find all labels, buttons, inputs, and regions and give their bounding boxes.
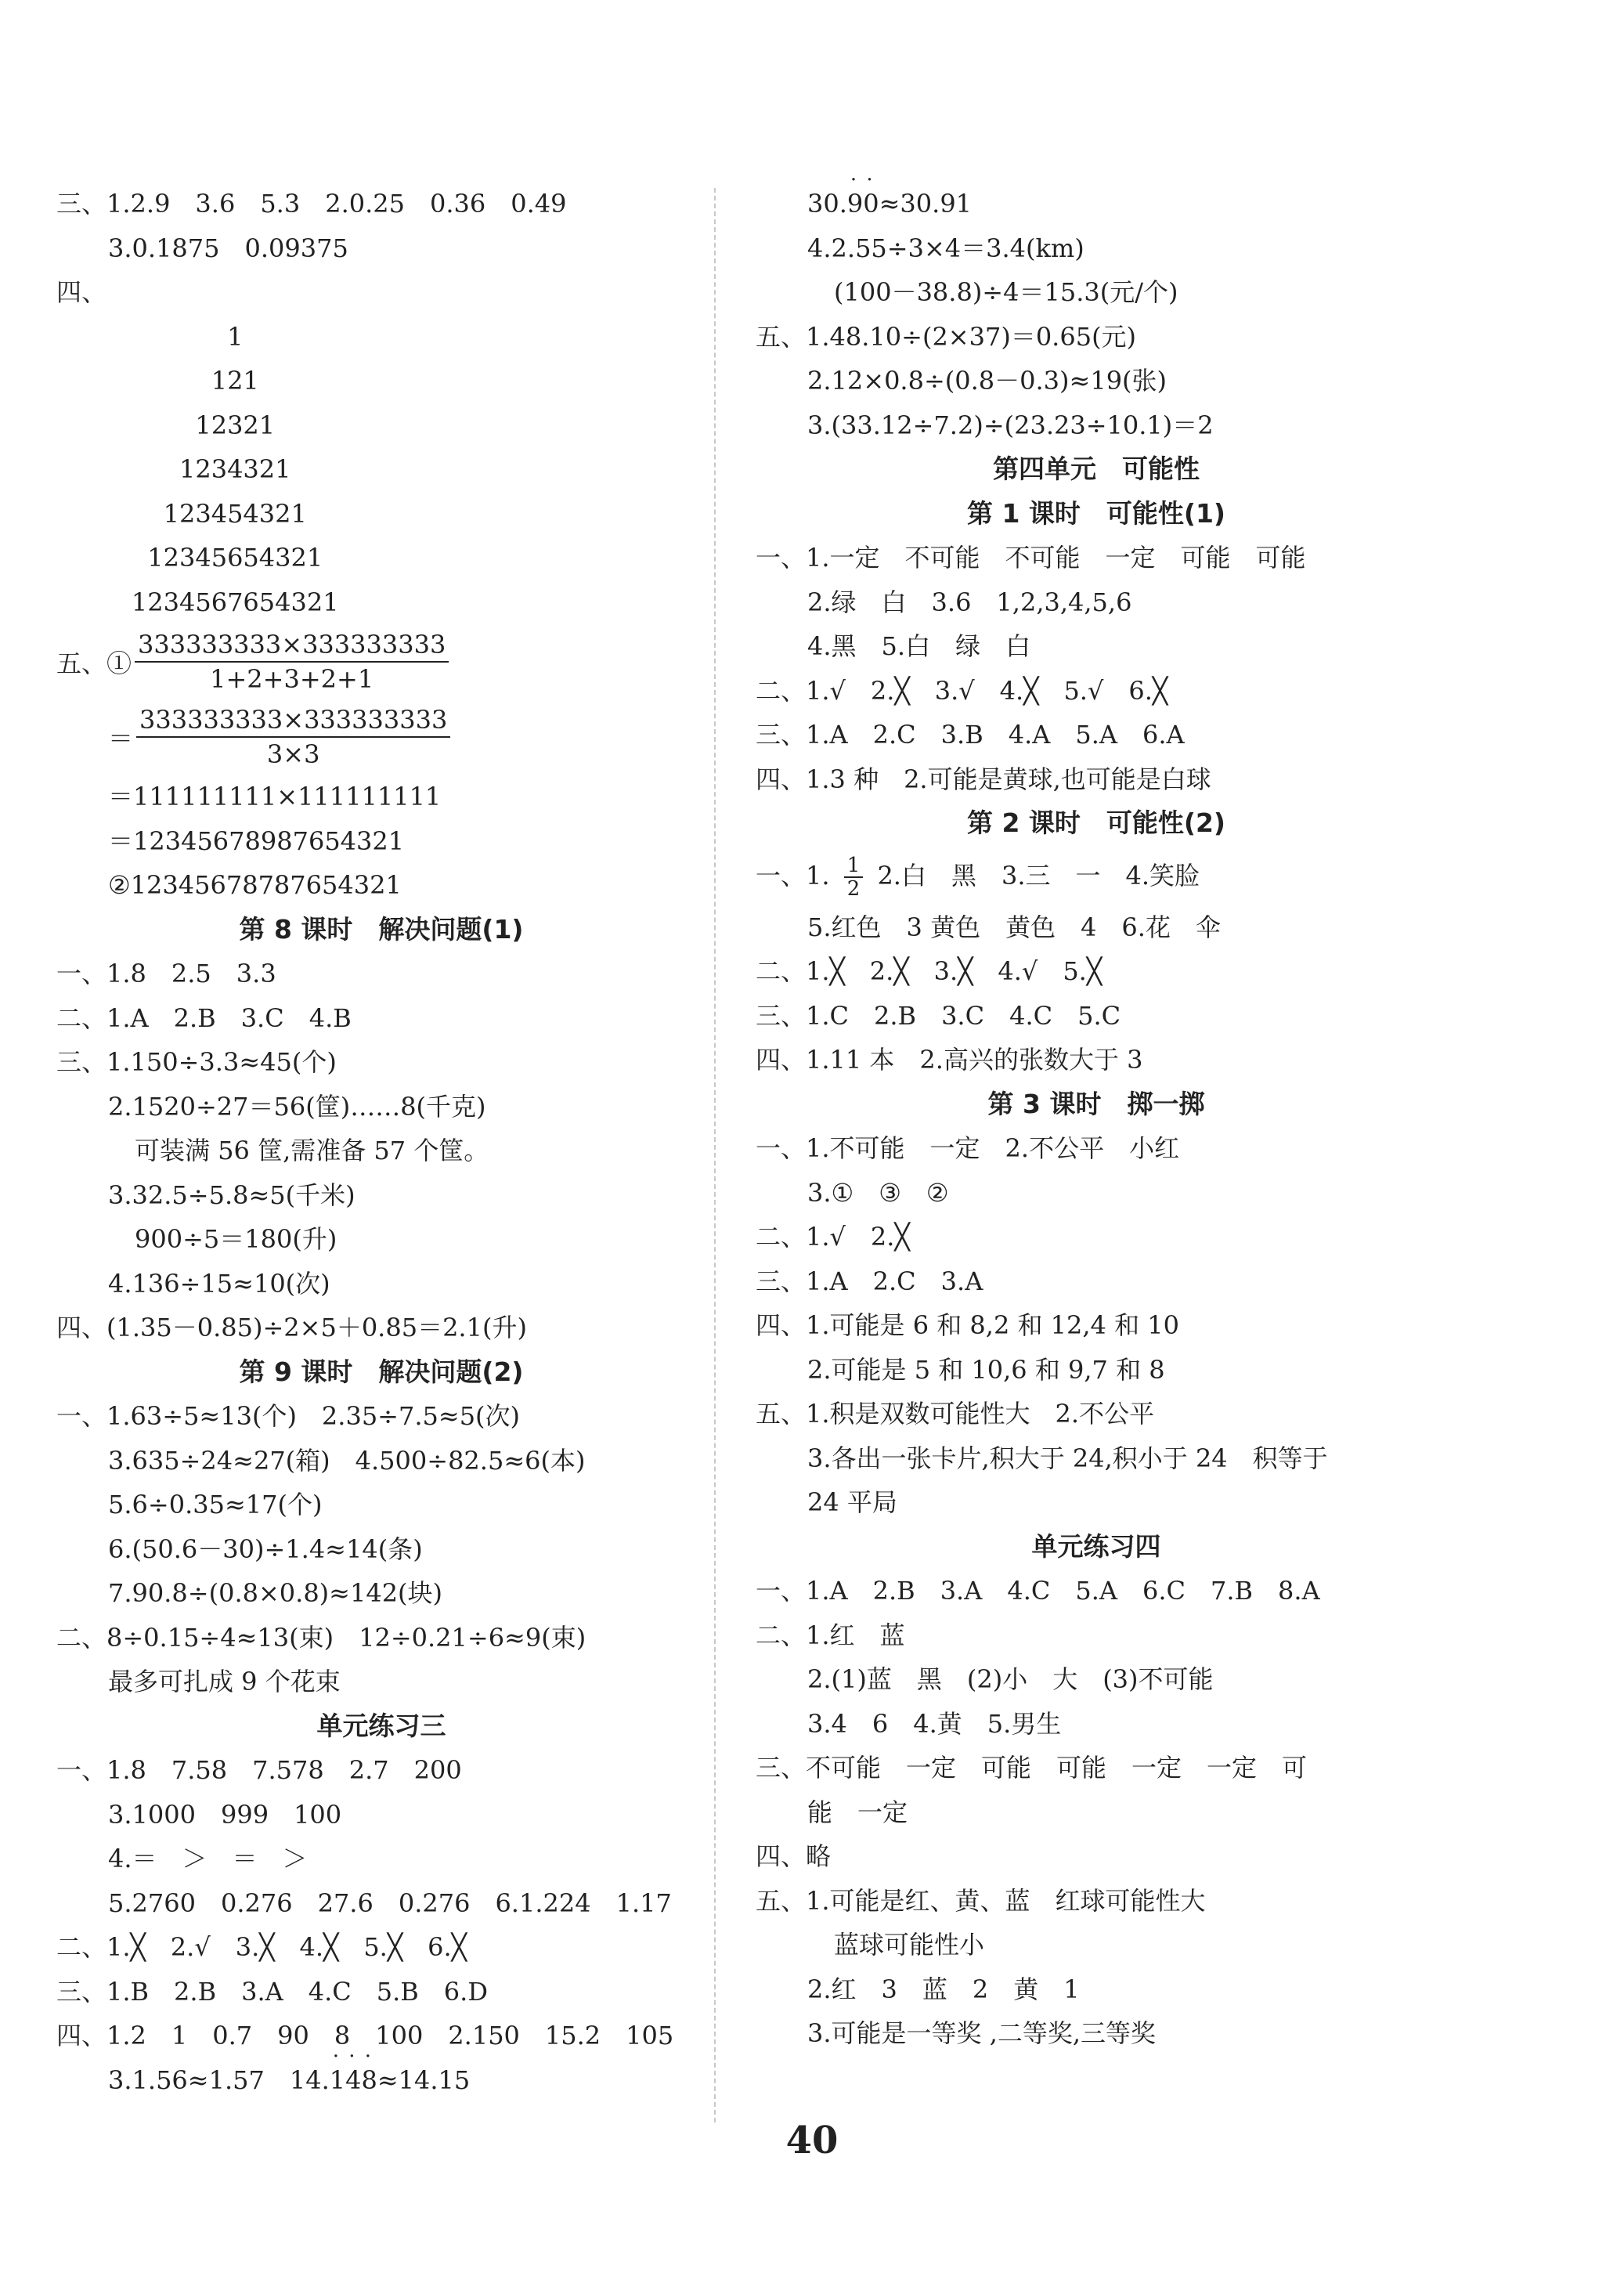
pyramid-row: 123454321 bbox=[163, 498, 307, 529]
answer-line: 3.0.1875 0.09375 bbox=[108, 233, 348, 263]
repeating-decimal: · · · 148 bbox=[330, 2058, 377, 2103]
answer-line: 一、1.63÷5≈13(个) 2.35÷7.5≈5(次) bbox=[56, 1401, 521, 1431]
answer-line: 3.4 6 4.黄 5.男生 bbox=[807, 1708, 1062, 1739]
answer-line: 一、1.A 2.B 3.A 4.C 5.A 6.C 7.B 8.A bbox=[756, 1576, 1320, 1606]
answer-line: 4.136÷15≈10(次) bbox=[108, 1268, 330, 1299]
fraction-denominator: 3×3 bbox=[266, 739, 320, 769]
answer-line: 最多可扎成 9 个花束 bbox=[108, 1667, 341, 1696]
answer-line: 4.2.55÷3×4＝3.4(km) bbox=[807, 233, 1084, 263]
answer-line: (100－38.8)÷4＝15.3(元/个) bbox=[834, 277, 1178, 307]
fraction bbox=[136, 703, 450, 771]
answer-line: 二、8÷0.15÷4≈13(束) 12÷0.21÷6≈9(束) bbox=[56, 1622, 586, 1653]
right-column bbox=[756, 182, 1437, 2056]
answer-line: 五、1.48.10÷(2×37)＝0.65(元) bbox=[756, 321, 1137, 352]
fraction-prefix: 五、① bbox=[56, 648, 132, 678]
answer-text: 一、1. bbox=[756, 860, 830, 891]
answer-text: 30. bbox=[807, 189, 847, 219]
fraction-numerator: 333333333×333333333 bbox=[136, 703, 450, 738]
fraction-line bbox=[56, 624, 706, 699]
section-title: 第 8 课时 解决问题(1) bbox=[239, 913, 524, 945]
answer-line: 2.绿 白 3.6 1,2,3,4,5,6 bbox=[807, 587, 1132, 617]
pyramid-row: 12321 bbox=[195, 410, 276, 440]
answer-line: 900÷5＝180(升) bbox=[135, 1224, 337, 1254]
pyramid-row: 1234567654321 bbox=[131, 587, 339, 617]
answer-line: 二、1.红 蓝 bbox=[756, 1620, 905, 1650]
answer-line: 2.红 3 蓝 2 黄 1 bbox=[807, 1974, 1080, 2004]
answer-line: 4.＝ ＞ ＝ ＞ bbox=[108, 1844, 308, 1873]
fraction-numerator: 1 bbox=[844, 854, 864, 878]
column-divider bbox=[714, 188, 716, 2122]
answer-line: 三、1.2.9 3.6 5.3 2.0.25 0.36 0.49 bbox=[56, 189, 567, 219]
answer-line: 三、1.A 2.C 3.B 4.A 5.A 6.A bbox=[756, 720, 1185, 750]
answer-line: 2.12×0.8÷(0.8－0.3)≈19(张) bbox=[807, 366, 1167, 396]
pyramid-row: 121 bbox=[211, 366, 259, 396]
answer-line: 5.红色 3 黄色 黄色 4 6.花 伞 bbox=[807, 912, 1221, 942]
answer-line: 一、1.不可能 一定 2.不公平 小红 bbox=[756, 1133, 1180, 1163]
unit-title: 第四单元 可能性 bbox=[993, 453, 1200, 484]
answer-line: 2.1520÷27＝56(筐)……8(千克) bbox=[108, 1091, 486, 1122]
answer-line: 二、1.╳ 2.╳ 3.╳ 4.√ 5.╳ bbox=[756, 956, 1103, 986]
section-title: 第 1 课时 可能性(1) bbox=[966, 497, 1226, 529]
answer-text: 3.1.56≈1.57 14. bbox=[108, 2065, 330, 2095]
answer-line: 一、1.一定 不可能 不可能 一定 可能 可能 bbox=[756, 543, 1306, 573]
answer-line: 24 平局 bbox=[807, 1487, 897, 1517]
answer-line: 三、不可能 一定 可能 可能 一定 一定 可 bbox=[756, 1753, 1308, 1783]
pyramid-row: 1 bbox=[227, 321, 244, 352]
repeating-decimal: · · 90 bbox=[847, 182, 879, 226]
section-title: 单元练习三 bbox=[316, 1710, 446, 1741]
fraction-denominator: 1+2+3+2+1 bbox=[210, 664, 374, 694]
answer-line: 2.(1)蓝 黑 (2)小 大 (3)不可能 bbox=[807, 1664, 1214, 1694]
answer-line: 三、1.B 2.B 3.A 4.C 5.B 6.D bbox=[56, 1976, 488, 2007]
answer-line: 三、1.A 2.C 3.A bbox=[756, 1266, 983, 1296]
answer-line: 二、1.╳ 2.√ 3.╳ 4.╳ 5.╳ 6.╳ bbox=[56, 1932, 467, 1962]
answer-line: 2.可能是 5 和 10,6 和 9,7 和 8 bbox=[807, 1354, 1165, 1385]
answer-line bbox=[756, 846, 1437, 905]
answer-line: 五、1.积是双数可能性大 2.不公平 bbox=[756, 1399, 1155, 1429]
answer-line: 3.① ③ ② bbox=[807, 1177, 949, 1208]
section-title: 第 9 课时 解决问题(2) bbox=[239, 1356, 524, 1387]
answer-line: 能 一定 bbox=[807, 1797, 908, 1827]
page-number: 40 bbox=[785, 2119, 839, 2162]
answer-line: 二、1.√ 2.╳ 3.√ 4.╳ 5.√ 6.╳ bbox=[756, 675, 1168, 706]
fraction-line bbox=[56, 699, 706, 775]
section-title: 第 2 课时 可能性(2) bbox=[966, 807, 1226, 838]
answer-line: 3.635÷24≈27(箱) 4.500÷82.5≈6(本) bbox=[108, 1445, 586, 1476]
section-title: 单元练习四 bbox=[1031, 1530, 1161, 1562]
answer-line: 四、(1.35－0.85)÷2×5＋0.85＝2.1(升) bbox=[56, 1313, 527, 1342]
answer-line: 二、1.A 2.B 3.C 4.B bbox=[56, 1002, 352, 1033]
answer-line: 五、1.可能是红、黄、蓝 红球可能性大 bbox=[756, 1885, 1206, 1916]
answer-line bbox=[756, 182, 1437, 226]
answer-line: 四、 bbox=[56, 277, 107, 307]
answer-line bbox=[56, 2058, 706, 2103]
answer-line: 3.(33.12÷7.2)÷(23.23÷10.1)＝2 bbox=[807, 410, 1214, 440]
answer-line: 3.1000 999 100 bbox=[108, 1799, 342, 1830]
answer-text: ≈30.91 bbox=[879, 189, 973, 219]
answer-line: ＝12345678987654321 bbox=[108, 825, 405, 856]
answer-line: 6.(50.6－30)÷1.4≈14(条) bbox=[108, 1534, 423, 1564]
answer-line: 7.90.8÷(0.8×0.8)≈142(块) bbox=[108, 1578, 443, 1608]
answer-line: ②12345678787654321 bbox=[108, 870, 402, 900]
answer-line: ＝111111111×111111111 bbox=[108, 782, 442, 811]
answer-line: 一、1.8 7.58 7.578 2.7 200 bbox=[56, 1755, 462, 1785]
fraction-prefix: ＝ bbox=[108, 724, 134, 753]
answer-line: 3.各出一张卡片,积大于 24,积小于 24 积等于 bbox=[807, 1443, 1328, 1473]
answer-line: 3.可能是一等奖 ,二等奖,三等奖 bbox=[807, 2018, 1157, 2048]
number-pyramid bbox=[56, 315, 706, 625]
answer-line: 4.黑 5.白 绿 白 bbox=[807, 631, 1031, 661]
answer-line: 四、1.11 本 2.高兴的张数大于 3 bbox=[756, 1045, 1143, 1075]
answer-line: 一、1.8 2.5 3.3 bbox=[56, 959, 276, 988]
answer-line: 四、1.3 种 2.可能是黄球,也可能是白球 bbox=[756, 764, 1211, 794]
fraction-denominator: 2 bbox=[846, 877, 861, 901]
left-column bbox=[56, 182, 706, 2102]
answer-line: 四、1.可能是 6 和 8,2 和 12,4 和 10 bbox=[756, 1310, 1179, 1340]
answer-line: 四、略 bbox=[756, 1841, 832, 1871]
section-title: 第 3 课时 掷一掷 bbox=[987, 1088, 1205, 1119]
answer-line: 5.2760 0.276 27.6 0.276 6.1.224 1.17 bbox=[108, 1888, 672, 1918]
answer-line: 蓝球可能性小 bbox=[834, 1930, 985, 1960]
fraction bbox=[135, 628, 449, 695]
answer-line: 3.32.5÷5.8≈5(千米) bbox=[108, 1180, 355, 1210]
answer-text: 2.白 黑 3.三 一 4.笑脸 bbox=[877, 860, 1200, 891]
answer-line: 三、1.C 2.B 3.C 4.C 5.C bbox=[756, 1000, 1121, 1031]
fraction bbox=[844, 854, 864, 900]
answer-line: 二、1.√ 2.╳ bbox=[756, 1222, 910, 1252]
pyramid-row: 12345654321 bbox=[147, 543, 323, 573]
answer-line: 三、1.150÷3.3≈45(个) bbox=[56, 1047, 337, 1077]
answer-line: 5.6÷0.35≈17(个) bbox=[108, 1490, 323, 1519]
answer-text: ≈14.15 bbox=[377, 2065, 471, 2095]
answer-line: 四、1.2 1 0.7 90 8 100 2.150 15.2 105 bbox=[56, 2021, 674, 2050]
pyramid-row: 1234321 bbox=[179, 454, 291, 484]
answer-line: 可装满 56 筐,需准备 57 个筐。 bbox=[135, 1136, 489, 1165]
fraction-numerator: 333333333×333333333 bbox=[135, 628, 449, 663]
